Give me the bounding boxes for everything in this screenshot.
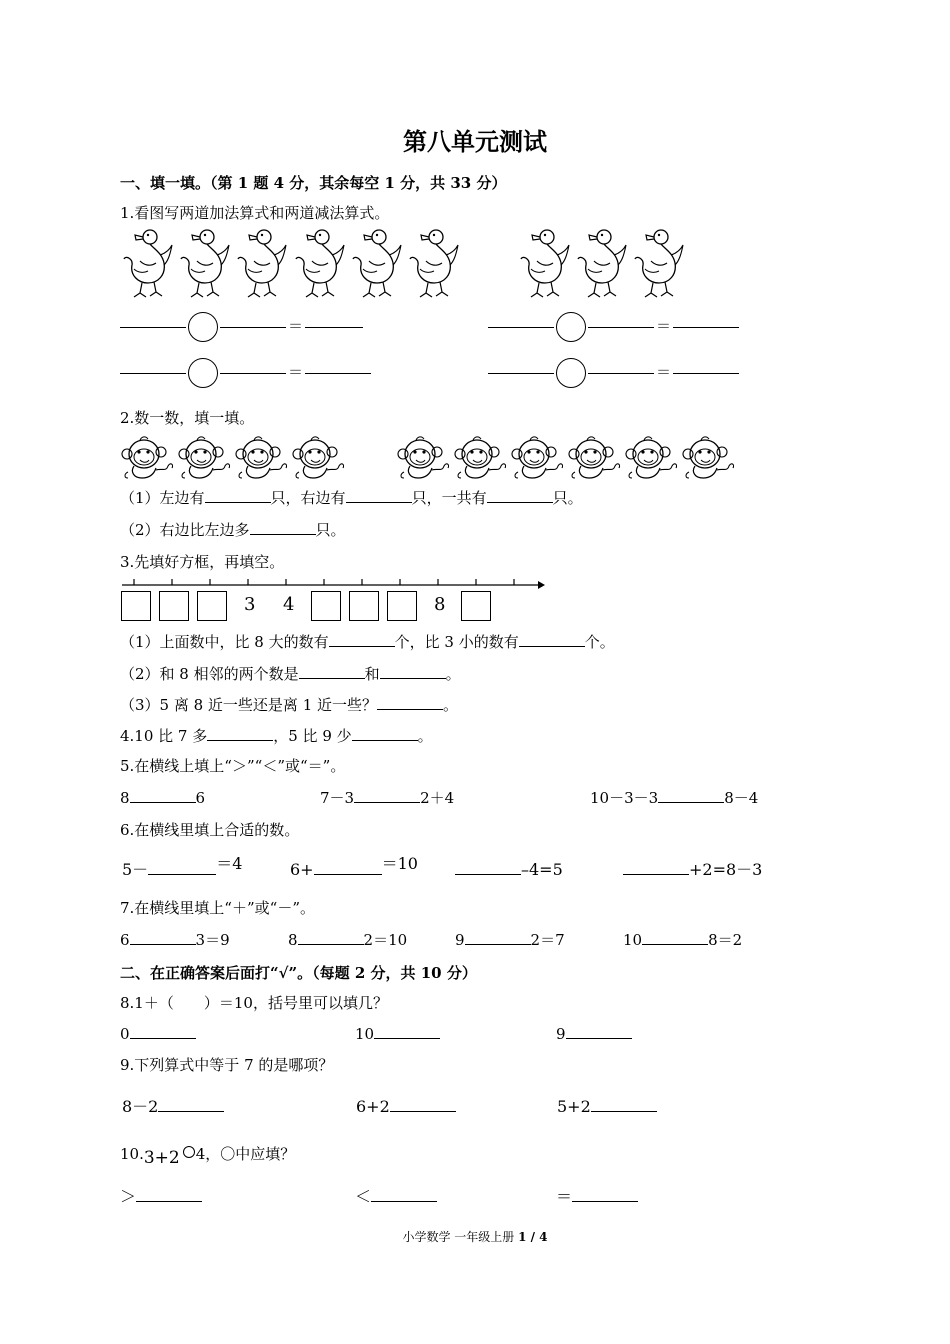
answer-blank[interactable] [352,726,418,741]
answer-blank[interactable] [488,326,554,328]
operator-circle[interactable] [188,358,218,388]
number-box[interactable] [387,591,417,621]
duck-icon [349,225,405,305]
monkey-icon [177,432,233,486]
question-6-item: 6+ ＝10 [290,854,418,879]
question-8-text: 8.1＋（ ）＝10，括号里可以填几？ [120,994,388,1012]
answer-blank[interactable] [519,632,585,647]
answer-blank[interactable] [465,930,531,945]
question-8-option: 10 [355,1024,440,1044]
number-box[interactable] [311,591,341,621]
question-3-2: （2）和 8 相邻的两个数是 和 。 [120,665,461,683]
answer-blank[interactable] [642,930,708,945]
duck-icon [631,225,687,305]
number-label: 4 [283,594,295,615]
monkey-icon [681,432,737,486]
question-9-option: 8－2 [122,1097,224,1117]
duck-icon [120,225,176,305]
question-5-item: 8 6 [120,789,206,807]
question-9-option: 6+2 [356,1097,456,1117]
question-2-text: 2.数一数，填一填。 [120,409,255,427]
question-2-2: （2）右边比左边多 只。 [120,521,346,539]
answer-blank[interactable] [205,488,271,503]
question-5-text: 5.在横线上填上“＞”“＜”或“＝”。 [120,757,346,775]
monkey-icon [624,432,680,486]
question-10-option: ＞ [120,1187,202,1207]
answer-blank[interactable] [380,664,446,679]
answer-blank[interactable] [658,788,724,803]
duck-icon [292,225,348,305]
equals-sign: ＝ [656,317,672,335]
equation-row [120,358,371,381]
question-3-text: 3.先填好方框，再填空。 [120,553,285,571]
question-7-item: 9 2＝7 [455,931,565,949]
duck-icon [574,225,630,305]
equation-row [120,312,363,335]
answer-blank[interactable] [250,520,316,535]
operator-circle[interactable] [556,358,586,388]
monkey-icon [453,432,509,486]
monkey-icon [510,432,566,486]
section-1-heading: 一、填一填。（第 1 题 4 分，其余每空 1 分，共 33 分） [120,174,507,192]
answer-blank[interactable] [588,326,654,328]
monkey-icon [291,432,347,486]
page-number: 1 / 4 [518,1230,548,1244]
answer-blank[interactable] [488,372,554,374]
answer-blank[interactable] [130,930,196,945]
answer-blank[interactable] [158,1097,224,1112]
monkey-icon [234,432,290,486]
duck-icon [234,225,290,305]
answer-blank[interactable] [377,695,443,710]
answer-blank[interactable] [623,860,689,875]
number-box[interactable] [461,591,491,621]
question-5-item: 10－3－3 8－4 [590,789,759,807]
question-7-item: 8 2＝10 [288,931,408,949]
answer-blank[interactable] [390,1097,456,1112]
question-8-option: 0 [120,1024,196,1044]
question-10-text: 10.3+2 4，〇中应填？ [120,1145,296,1168]
question-6-item: 5－ ＝4 [122,854,243,879]
answer-blank[interactable] [305,326,363,328]
equals-sign: ＝ [288,363,304,381]
question-6-item: +2=8－3 [623,860,762,880]
duck-icon [406,225,462,305]
question-5-item: 7－3 2＋4 [320,789,455,807]
operator-circle[interactable] [556,312,586,342]
operator-circle[interactable] [188,312,218,342]
question-7-item: 10 8＝2 [623,931,743,949]
number-box[interactable] [121,591,151,621]
answer-blank[interactable] [354,788,420,803]
answer-blank[interactable] [120,326,186,328]
question-9-option: 5+2 [557,1097,657,1117]
answer-blank[interactable] [673,326,739,328]
circle-icon [183,1146,195,1158]
question-7-item: 6 3＝9 [120,931,230,949]
page-footer: 小学数学 一年级上册 1 / 4 [402,1230,548,1244]
question-10-option: ＝ [556,1187,638,1207]
answer-blank[interactable] [455,860,521,875]
question-8-option: 9 [556,1024,632,1044]
monkey-icon [120,432,176,486]
monkey-icon [396,432,452,486]
number-label: 3 [244,594,256,615]
monkey-icon [567,432,623,486]
number-box[interactable] [159,591,189,621]
answer-blank[interactable] [305,372,371,374]
duck-icon [517,225,573,305]
answer-blank[interactable] [148,860,216,875]
answer-blank[interactable] [346,488,412,503]
answer-blank[interactable] [673,372,739,374]
answer-blank[interactable] [220,372,286,374]
question-3-3: （3）5 离 8 近一些还是离 1 近一些？ 。 [120,696,459,714]
question-6-item: –4=5 [455,860,563,880]
number-box[interactable] [197,591,227,621]
question-3-1: （1）上面数中，比 8 大的数有 个，比 3 小的数有 个。 [120,633,615,651]
answer-blank[interactable] [487,488,553,503]
question-2-1: （1）左边有 只，右边有 只，一共有 只。 [120,489,583,507]
question-6-text: 6.在横线里填上合适的数。 [120,821,300,839]
answer-blank[interactable] [374,1024,440,1039]
equals-sign: ＝ [288,317,304,335]
answer-blank[interactable] [298,930,364,945]
question-7-text: 7.在横线里填上“＋”或“－”。 [120,899,315,917]
question-10-option: ＜ [355,1187,437,1207]
number-label: 8 [434,594,446,615]
answer-blank[interactable] [136,1187,202,1202]
equation-row [488,358,739,381]
number-box[interactable] [349,591,379,621]
answer-blank[interactable] [130,788,196,803]
question-1-text: 1.看图写两道加法算式和两道减法算式。 [120,204,390,222]
answer-blank[interactable] [130,1024,196,1039]
answer-blank[interactable] [329,632,395,647]
equals-sign: ＝ [656,363,672,381]
answer-blank[interactable] [371,1187,437,1202]
answer-blank[interactable] [220,326,286,328]
question-9-text: 9.下列算式中等于 7 的是哪项？ [120,1056,334,1074]
answer-blank[interactable] [572,1187,638,1202]
page-title: 第八单元测试 [403,127,547,156]
section-2-heading: 二、在正确答案后面打“√”。（每题 2 分，共 10 分） [120,964,477,982]
answer-blank[interactable] [120,372,186,374]
answer-blank[interactable] [566,1024,632,1039]
answer-blank[interactable] [314,860,382,875]
answer-blank[interactable] [299,664,365,679]
equation-row [488,312,739,335]
duck-icon [177,225,233,305]
answer-blank[interactable] [588,372,654,374]
question-4: 4.10 比 7 多 ，5 比 9 少 。 [120,727,433,745]
answer-blank[interactable] [207,726,273,741]
answer-blank[interactable] [591,1097,657,1112]
